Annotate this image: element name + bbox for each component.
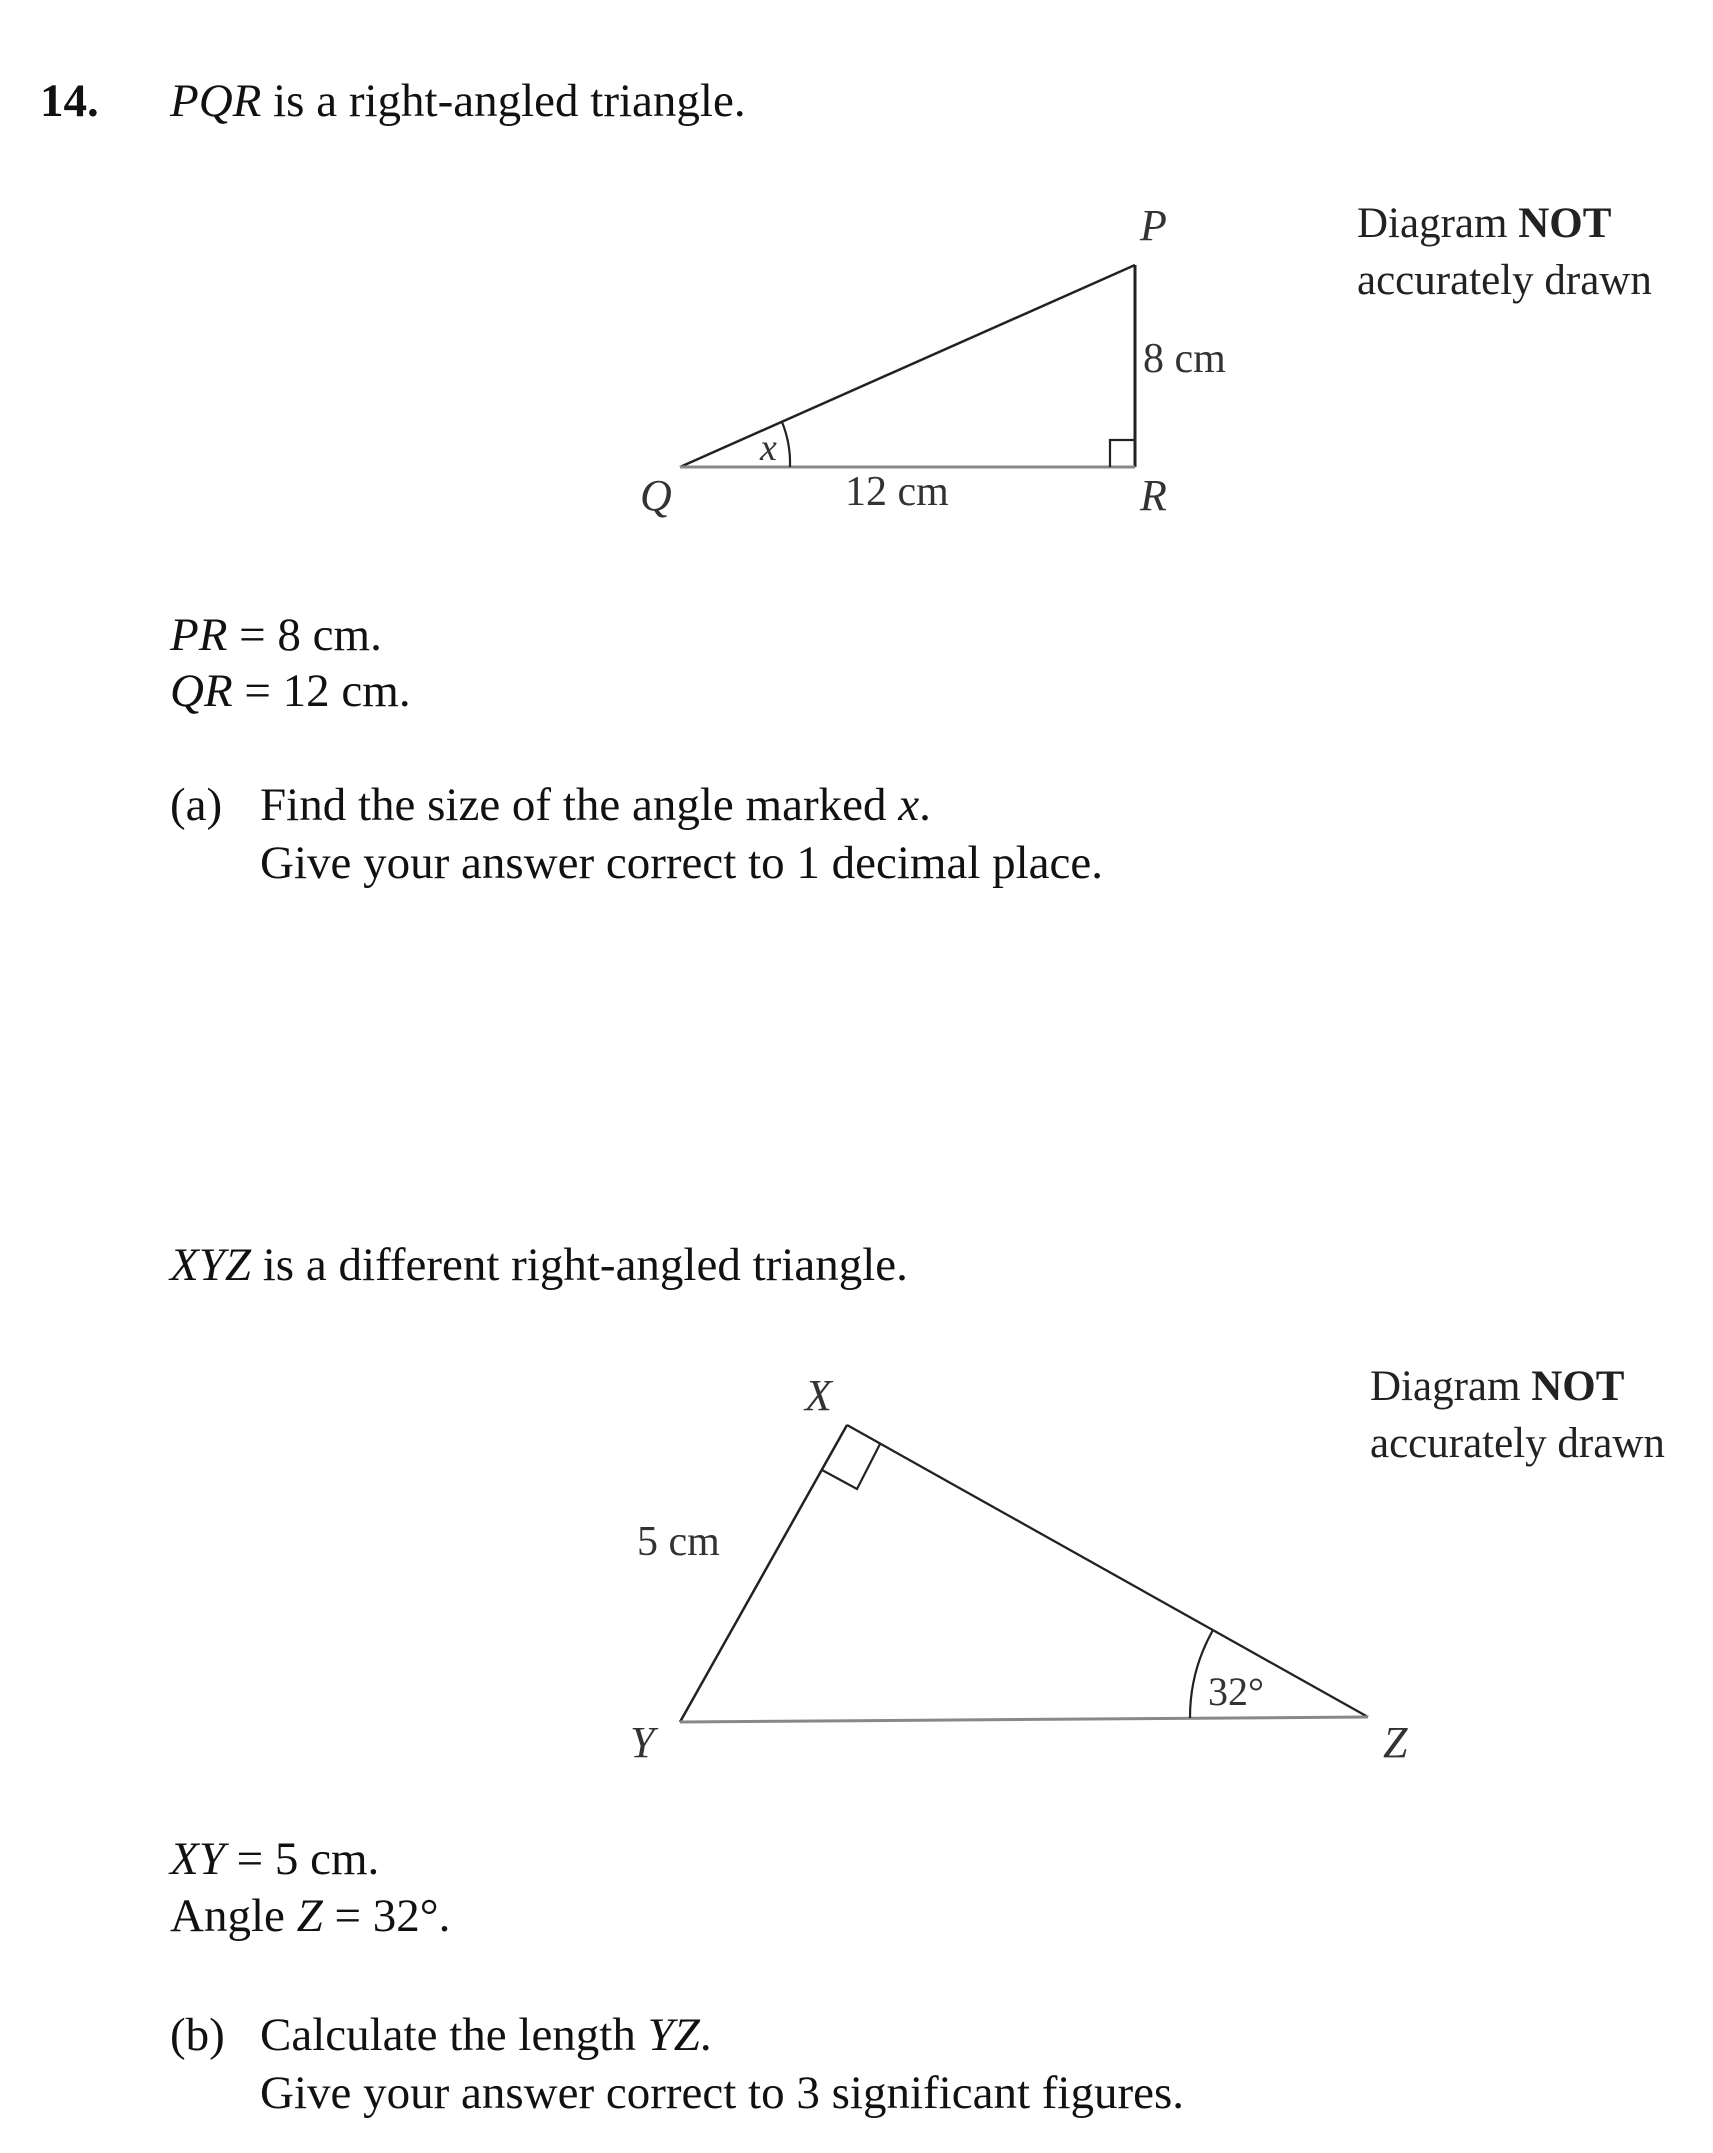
diagram-note-1 xyxy=(1357,195,1652,309)
part-a-line2: Give your answer correct to 1 decimal place. xyxy=(260,837,1104,889)
vertex-label-z: Z xyxy=(1383,1718,1408,1767)
side-label-qr: 12 cm xyxy=(845,469,949,515)
side-pq xyxy=(680,265,1135,467)
side-xy xyxy=(680,1425,847,1722)
angle-arc-x xyxy=(782,422,790,467)
diagram-triangle-xyz xyxy=(680,1425,1368,1722)
given-qr xyxy=(170,665,411,717)
part-b-punct: . xyxy=(699,2009,712,2061)
given-var: PR xyxy=(170,609,228,661)
angle-label-x: x xyxy=(760,427,777,469)
vertex-label-x: X xyxy=(805,1371,832,1420)
part-a-punct: . xyxy=(919,779,931,831)
given-xy xyxy=(170,1833,380,1885)
given-pre: Angle xyxy=(170,1890,297,1942)
part-a-line1 xyxy=(260,779,931,831)
side-xz xyxy=(847,1425,1368,1717)
part-a-text: Find the size of the angle marked xyxy=(260,779,899,831)
side-label-pr: 8 cm xyxy=(1143,336,1226,382)
given-var: QR xyxy=(170,665,233,717)
intro-text: is a right-angled triangle. xyxy=(261,75,746,127)
given-var: XY xyxy=(170,1833,225,1885)
part-b-label: (b) xyxy=(170,2009,225,2061)
given-text: = 12 cm. xyxy=(232,665,411,717)
question-number: 14. xyxy=(40,75,99,127)
right-angle-marker-r xyxy=(1110,440,1135,467)
given-var: Z xyxy=(296,1890,323,1942)
side-yz xyxy=(680,1717,1368,1722)
intro2-text: is a different right-angled triangle. xyxy=(251,1239,908,1291)
note-line2: accurately drawn xyxy=(1357,257,1652,304)
part-b-text: Calculate the length xyxy=(260,2009,648,2061)
triangle-name-xyz: XYZ xyxy=(170,1239,251,1291)
side-label-xy: 5 cm xyxy=(637,1519,720,1565)
intro-xyz xyxy=(170,1239,908,1291)
part-b-line1 xyxy=(260,2009,712,2061)
note-text: Diagram xyxy=(1357,200,1519,247)
note-bold: NOT xyxy=(1531,1363,1625,1410)
vertex-label-r: R xyxy=(1140,471,1167,520)
given-angle-z xyxy=(170,1890,451,1942)
given-text: = 8 cm. xyxy=(227,609,382,661)
triangle-name-pqr: PQR xyxy=(170,75,262,127)
vertex-label-q: Q xyxy=(640,471,672,520)
right-angle-marker-x xyxy=(822,1444,880,1489)
note-text: Diagram xyxy=(1370,1363,1532,1410)
given-pr xyxy=(170,609,382,661)
part-a-var: x xyxy=(898,779,920,831)
diagram-note-2 xyxy=(1370,1358,1665,1472)
vertex-label-p: P xyxy=(1140,201,1167,250)
given-text: = 32°. xyxy=(322,1890,451,1942)
part-b-var: YZ xyxy=(647,2009,700,2061)
note-bold: NOT xyxy=(1518,200,1612,247)
angle-label-z: 32° xyxy=(1208,1669,1264,1714)
note-line2: accurately drawn xyxy=(1370,1420,1665,1467)
vertex-label-y: Y xyxy=(630,1718,655,1767)
part-b-line2: Give your answer correct to 3 significant figures. xyxy=(260,2067,1185,2119)
part-a-label: (a) xyxy=(170,779,223,831)
given-text: = 5 cm. xyxy=(224,1833,380,1885)
